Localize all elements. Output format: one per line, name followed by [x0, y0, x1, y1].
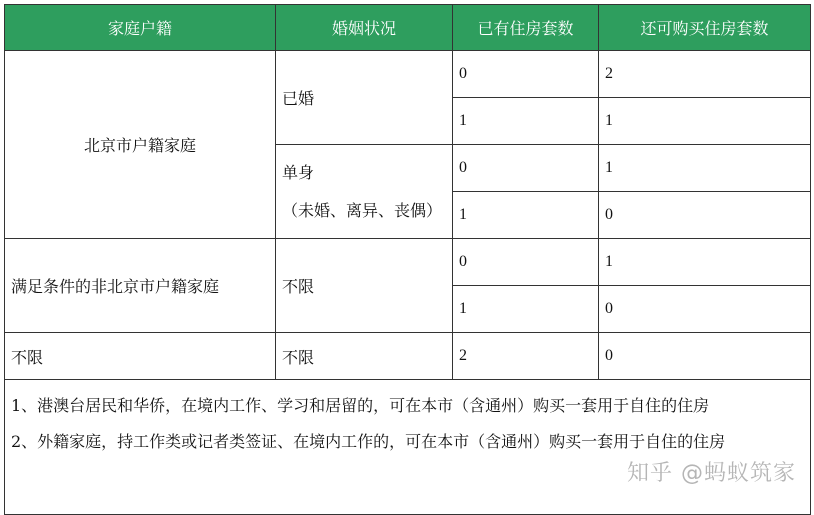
household-non-beijing: 满足条件的非北京市户籍家庭: [5, 239, 276, 333]
purchasable-cell: 0: [599, 333, 811, 380]
owned-cell: 1: [453, 192, 599, 239]
notes-cell: [5, 380, 811, 515]
household-any: 不限: [5, 333, 276, 380]
housing-purchase-table: [4, 4, 811, 515]
marital-single-detail: （未婚、离异、丧偶）: [282, 200, 443, 220]
note-item: 1、港澳台居民和华侨，在境内工作、学习和居留的，可在本市（含通州）购买一套用于自住的住房: [11, 396, 710, 415]
header-purchasable-units: 还可购买住房套数: [599, 5, 811, 51]
marital-any: 不限: [276, 333, 453, 380]
purchasable-cell: 1: [599, 98, 811, 145]
marital-single-label: 单身: [282, 162, 315, 182]
note-item: 2、外籍家庭，持工作类或记者类签证、在境内工作的，可在本市（含通州）购买一套用于自住的住房: [11, 432, 726, 451]
owned-cell: 0: [453, 51, 599, 98]
marital-single: [276, 145, 453, 239]
marital-any: 不限: [276, 239, 453, 333]
owned-cell: 1: [453, 286, 599, 333]
purchasable-cell: 2: [599, 51, 811, 98]
owned-cell: 0: [453, 239, 599, 286]
marital-married: 已婚: [276, 51, 453, 145]
header-household-registration: 家庭户籍: [5, 5, 276, 51]
owned-cell: 2: [453, 333, 599, 380]
purchasable-cell: 1: [599, 239, 811, 286]
owned-cell: 1: [453, 98, 599, 145]
household-beijing: 北京市户籍家庭: [5, 51, 276, 239]
purchasable-cell: 0: [599, 286, 811, 333]
purchasable-cell: 1: [599, 145, 811, 192]
watermark: 知乎 @蚂蚁筑家: [627, 461, 796, 486]
header-owned-units: 已有住房套数: [453, 5, 599, 51]
owned-cell: 0: [453, 145, 599, 192]
purchasable-cell: 0: [599, 192, 811, 239]
header-marital-status: 婚姻状况: [276, 5, 453, 51]
